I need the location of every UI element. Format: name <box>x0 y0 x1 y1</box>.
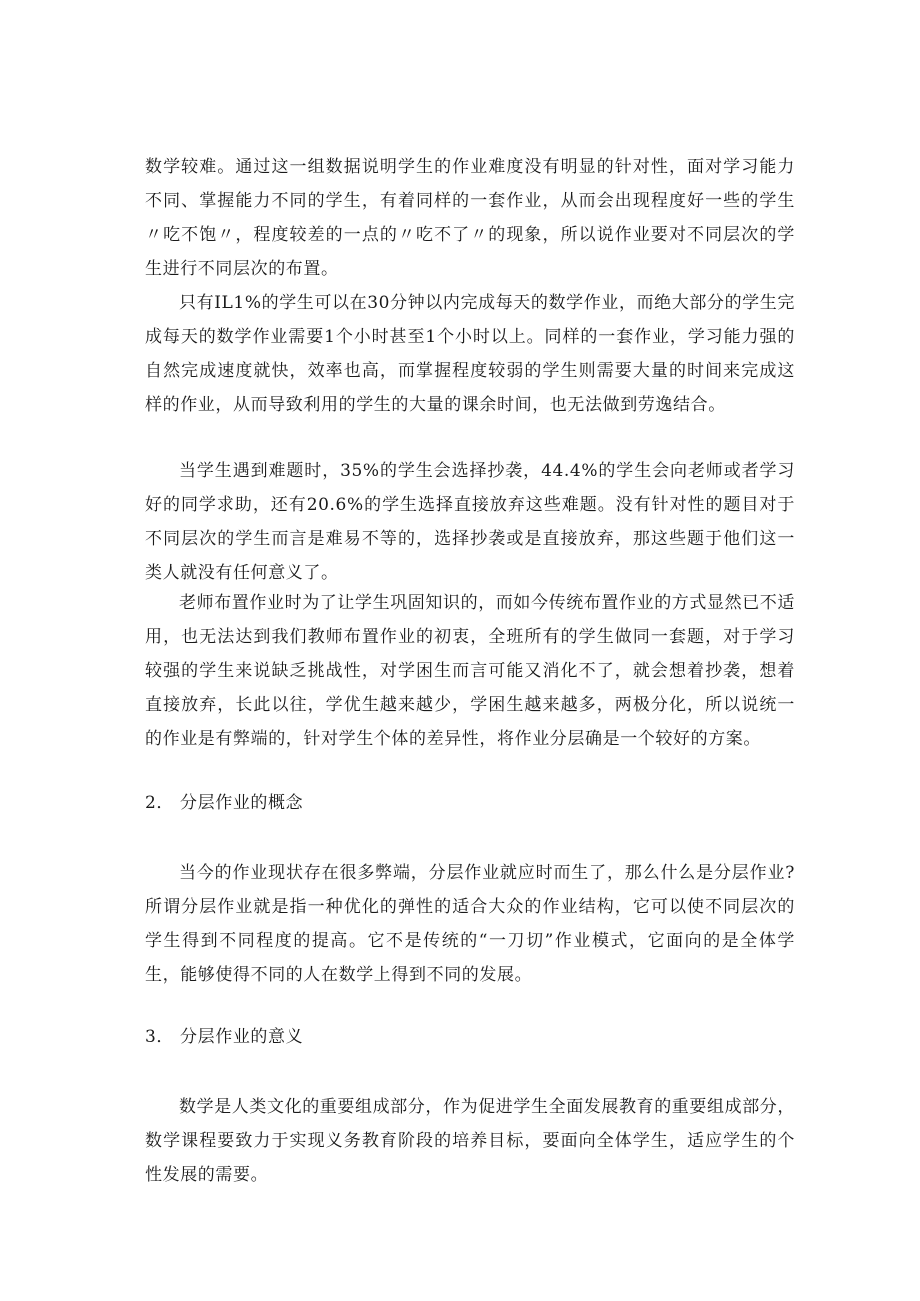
section-heading-concept <box>145 786 303 820</box>
section-title: 分层作业的概念 <box>180 793 304 813</box>
section-number: 2． <box>145 793 175 813</box>
section-title: 分层作业的意义 <box>180 1027 304 1047</box>
section-heading-significance <box>145 1020 303 1054</box>
paragraph-difficult-problems: 当学生遇到难题时，35%的学生会选择抄袭，44.4%的学生会向老师或者学习好的同学求助，还有20.6%的学生选择直接放弃这些难题。没有针对性的题目对于不同层次的学生而言是难易不等的，选择抄袭或是直接放弃，那这些题于他们这一类人就没有任何意义了。 <box>145 461 795 583</box>
paragraph-homework-difficulty: 数学较难。通过这一组数据说明学生的作业难度没有明显的针对性，面对学习能力不同、掌握能力不同的学生，有着同样的一套作业，从而会出现程度好一些的学生〃吃不饱〃，程度较差的一点的〃吃不了〃的现象，所以说作业要对不同层次的学生进行不同层次的布置。 <box>145 157 795 279</box>
paragraph-layered-homework-concept: 当今的作业现状存在很多弊端，分层作业就应时而生了，那么什么是分层作业?所谓分层作业就是指一种优化的弹性的适合大众的作业结构，它可以使不同层次的学生得到不同程度的提高。它不是传统的“一刀切”作业模式，它面向的是全体学生，能够使得不同的人在数学上得到不同的发展。 <box>145 863 795 985</box>
paragraph-math-significance: 数学是人类文化的重要组成部分，作为促进学生全面发展教育的重要组成部分，数学课程要致力于实现义务教育阶段的培养目标，要面向全体学生，适应学生的个性发展的需要。 <box>145 1097 795 1185</box>
paragraph-teacher-assignment: 老师布置作业时为了让学生巩固知识的，而如今传统布置作业的方式显然已不适用，也无法达到我们教师布置作业的初衷，全班所有的学生做同一套题，对于学习较强的学生来说缺乏挑战性，对学困生而言可能又消化不了，就会想着抄袭，想着直接放弃，长此以往，学优生越来越少，学困生越来越多，两极分化，所以说统一的作业是有弊端的，针对学生个体的差异性，将作业分层确是一个较好的方案。 <box>145 593 795 749</box>
section-number: 3． <box>145 1027 175 1047</box>
paragraph-completion-time: 只有IL1%的学生可以在30分钟以内完成每天的数学作业，而绝大部分的学生完成每天的数学作业需要1个小时甚至1个小时以上。同样的一套作业，学习能力强的自然完成速度就快，效率也高，而掌握程度较弱的学生则需要大量的时间来完成这样的作业，从而导致利用的学生的大量的课余时间，也无法做到劳逸结合。 <box>145 293 795 415</box>
